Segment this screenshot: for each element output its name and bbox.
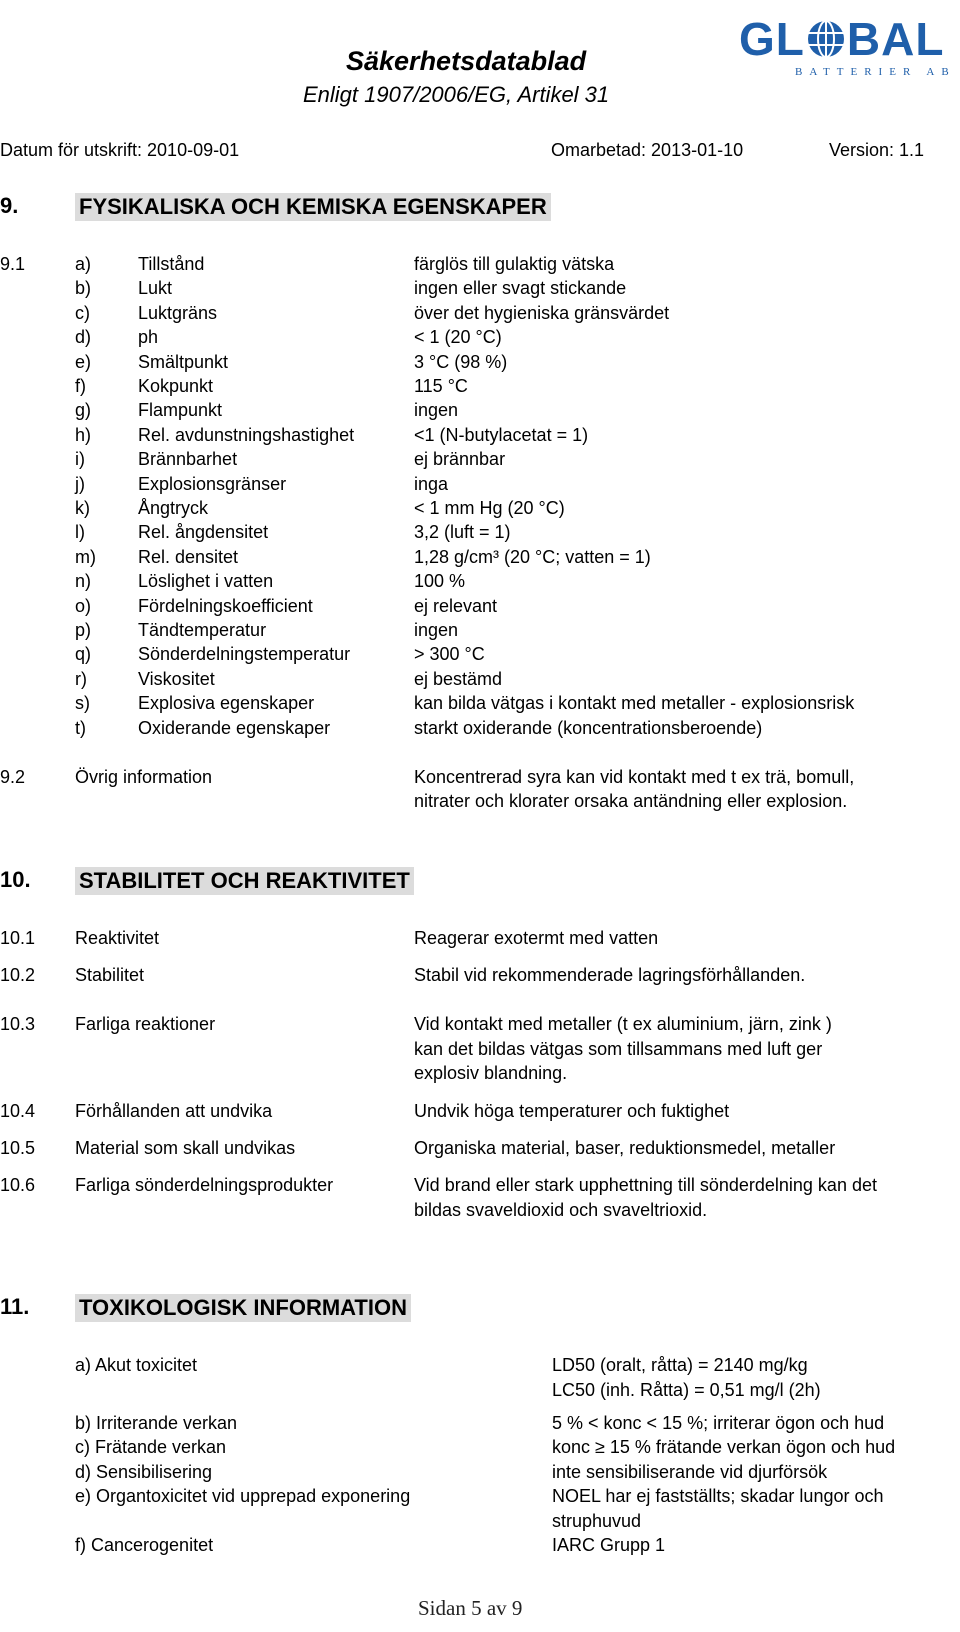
property-name: Sönderdelningstemperatur — [138, 644, 351, 665]
toxicity-label: b) Irriterande verkan — [75, 1413, 238, 1433]
version: Version: 1.1 — [829, 140, 925, 160]
property-letter: k) — [75, 498, 90, 518]
property-name: Rel. ångdensitet — [138, 522, 269, 543]
property-name: Rel. densitet — [138, 546, 239, 567]
property-letter: c) — [75, 302, 90, 323]
subsection-label: Stabilitet — [75, 965, 145, 985]
property-value: ingen eller svagt stickande — [414, 278, 627, 299]
property-value: < 1 mm Hg (20 °C) — [414, 498, 565, 518]
toxicity-value: 5 % < konc < 15 %; irriterar ögon och hud — [552, 1413, 885, 1433]
property-name: Tillstånd — [138, 254, 205, 274]
property-name: Tändtemperatur — [138, 620, 267, 640]
property-name: Lukt — [138, 278, 173, 299]
toxicity-label: a) Akut toxicitet — [75, 1355, 198, 1375]
property-name: Oxiderande egenskaper — [138, 717, 331, 738]
toxicity-value: NOEL har ej fastställts; skadar lungor och — [552, 1486, 884, 1506]
property-letter: m) — [75, 546, 96, 567]
logo-suffix: BAL — [846, 13, 945, 65]
page-number: Sidan 5 av 9 — [418, 1596, 523, 1620]
property-value: över det hygieniska gränsvärdet — [414, 302, 670, 323]
property-value: ej relevant — [414, 595, 498, 616]
toxicity-value: struphuvud — [552, 1510, 642, 1531]
print-date: Datum för utskrift: 2010-09-01 — [0, 140, 240, 160]
property-value: ingen — [414, 620, 459, 640]
property-letter: g) — [75, 400, 92, 421]
subsection-number: 10.4 — [0, 1101, 36, 1121]
toxicity-label: c) Frätande verkan — [75, 1437, 227, 1457]
toxicity-value: inte sensibiliserande vid djurförsök — [552, 1462, 828, 1482]
property-value: kan bilda vätgas i kontakt med metaller - explosionsrisk — [414, 693, 855, 714]
property-letter: n) — [75, 571, 92, 592]
property-letter: a) — [75, 254, 92, 274]
subsection-number: 10.6 — [0, 1175, 36, 1195]
toxicity-label: f) Cancerogenitet — [75, 1535, 214, 1555]
section-9-number: 9. — [0, 193, 19, 218]
subsection-9-2-number: 9.2 — [0, 767, 26, 787]
property-value: ingen — [414, 400, 459, 421]
subsection-number: 10.1 — [0, 928, 36, 948]
toxicity-value: LD50 (oralt, råtta) = 2140 mg/kg — [552, 1355, 808, 1375]
property-value: 115 °C — [414, 376, 468, 396]
subsection-label: Reaktivitet — [75, 928, 160, 948]
property-name: Rel. avdunstningshastighet — [138, 424, 355, 445]
property-name: ph — [138, 327, 159, 348]
other-info-text-2: nitrater och klorater orsaka antändning eller explosion. — [414, 791, 848, 811]
subsection-label: Farliga sönderdelningsprodukter — [75, 1175, 334, 1195]
property-letter: t) — [75, 717, 86, 738]
document-title: Säkerhetsdatablad — [346, 46, 587, 76]
property-letter: p) — [75, 620, 92, 640]
subsection-text: explosiv blandning. — [414, 1063, 568, 1083]
property-letter: j) — [75, 473, 85, 494]
property-name: Explosionsgränser — [138, 473, 287, 494]
toxicity-value: konc ≥ 15 % frätande verkan ögon och hud — [552, 1437, 896, 1457]
property-value: starkt oxiderande (koncentrationsberoende) — [414, 717, 763, 738]
property-name: Ångtryck — [138, 498, 209, 518]
toxicity-value: IARC Grupp 1 — [552, 1535, 666, 1555]
property-letter: i) — [75, 449, 85, 470]
property-value: > 300 °C — [414, 644, 485, 665]
property-value: färglös till gulaktig vätska — [414, 254, 615, 274]
property-letter: r) — [75, 668, 87, 689]
property-value: ej brännbar — [414, 449, 506, 470]
property-letter: s) — [75, 693, 90, 714]
global-logo — [739, 4, 954, 84]
document-subtitle: Enligt 1907/2006/EG, Artikel 31 — [303, 82, 610, 107]
property-letter: e) — [75, 351, 92, 372]
subsection-number: 10.5 — [0, 1138, 36, 1158]
subsection-label: Farliga reaktioner — [75, 1014, 216, 1034]
subsection-label: Material som skall undvikas — [75, 1138, 296, 1158]
property-value: < 1 (20 °C) — [414, 327, 502, 348]
subsection-text: Organiska material, baser, reduktionsmedel, metaller — [414, 1138, 836, 1158]
revised-date: Omarbetad: 2013-01-10 — [551, 140, 744, 160]
property-letter: l) — [75, 522, 85, 543]
subsection-text: Reagerar exotermt med vatten — [414, 928, 659, 948]
property-value: inga — [414, 473, 449, 494]
other-info-text-1: Koncentrerad syra kan vid kontakt med t ex trä, bomull, — [414, 767, 855, 787]
property-value: 3 °C (98 %) — [414, 351, 508, 372]
property-letter: o) — [75, 595, 92, 616]
property-name: Fördelningskoefficient — [138, 595, 313, 616]
subsection-text: Stabil vid rekommenderade lagringsförhållanden. — [414, 965, 806, 985]
subsection-9-1-number: 9.1 — [0, 254, 26, 274]
section-11-number: 11. — [0, 1294, 30, 1319]
property-letter: b) — [75, 278, 92, 299]
subsection-number: 10.3 — [0, 1014, 36, 1034]
logo-subtitle: BATTERIER AB — [795, 66, 956, 78]
property-value: ej bestämd — [414, 668, 503, 689]
property-name: Brännbarhet — [138, 449, 238, 470]
property-name: Kokpunkt — [138, 376, 214, 396]
globe-icon — [806, 16, 846, 56]
logo-prefix: GL — [739, 13, 805, 65]
property-name: Luktgräns — [138, 302, 218, 323]
subsection-text: Vid kontakt med metaller (t ex aluminium, järn, zink ) — [414, 1014, 832, 1034]
property-name: Explosiva egenskaper — [138, 693, 315, 714]
property-letter: h) — [75, 424, 92, 445]
property-name: Smältpunkt — [138, 351, 229, 372]
property-value: 100 % — [414, 571, 466, 592]
property-value: 3,2 (luft = 1) — [414, 522, 511, 543]
section-10-number: 10. — [0, 867, 31, 892]
subsection-text: Undvik höga temperaturer och fuktighet — [414, 1101, 730, 1121]
subsection-text: bildas svaveldioxid och svaveltrioxid. — [414, 1199, 708, 1220]
property-letter: f) — [75, 376, 86, 396]
toxicity-label: d) Sensibilisering — [75, 1462, 213, 1482]
property-name: Flampunkt — [138, 400, 223, 421]
subsection-text: kan det bildas vätgas som tillsammans med luft ger — [414, 1038, 823, 1059]
section-11-title: TOXIKOLOGISK INFORMATION — [75, 1294, 411, 1322]
subsection-text: Vid brand eller stark upphettning till sönderdelning kan det — [414, 1175, 877, 1195]
section-10-title: STABILITET OCH REAKTIVITET — [75, 867, 414, 895]
subsection-number: 10.2 — [0, 965, 36, 985]
toxicity-label: e) Organtoxicitet vid upprepad exponering — [75, 1486, 411, 1506]
property-name: Löslighet i vatten — [138, 571, 274, 592]
property-value: 1,28 g/cm³ (20 °C; vatten = 1) — [414, 546, 651, 567]
subsection-label: Förhållanden att undvika — [75, 1101, 273, 1121]
property-name: Viskositet — [138, 668, 215, 689]
section-9-title: FYSIKALISKA OCH KEMISKA EGENSKAPER — [75, 193, 551, 221]
property-letter: q) — [75, 644, 92, 665]
other-info-label: Övrig information — [75, 767, 213, 787]
property-letter: d) — [75, 327, 92, 348]
toxicity-value: LC50 (inh. Råtta) = 0,51 mg/l (2h) — [552, 1379, 821, 1400]
property-value: <1 (N-butylacetat = 1) — [414, 424, 589, 445]
